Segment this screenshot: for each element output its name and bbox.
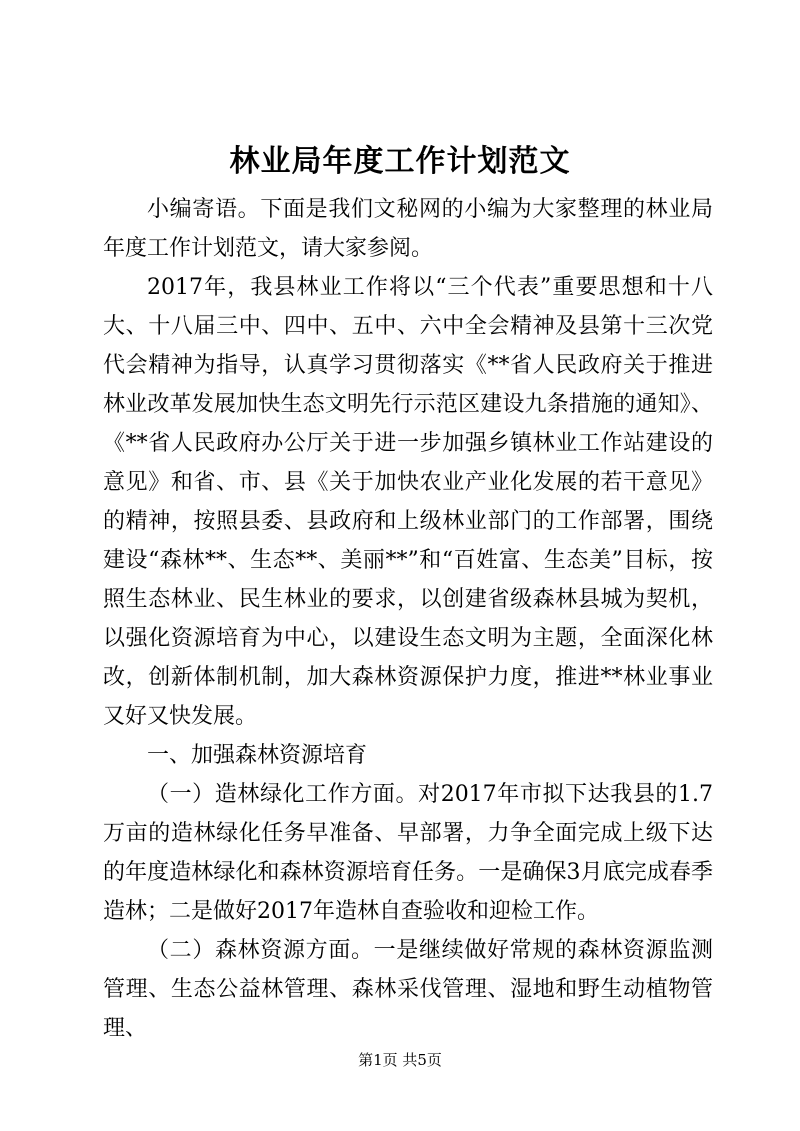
page-footer: 第1页 共5页 [358, 1051, 442, 1069]
section-heading: 一、加强森林资源培育 [147, 743, 368, 768]
paragraph-main: 2017年，我县林业工作将以“三个代表”重要思想和十八大、十八届三中、四中、五中、六中全会精神及县第十三次党代会精神为指导，认真学习贯彻落实《**省人民政府关于推进林业改革发展加快生态文明先行示范区建设九条措施的通知》、《**省人民政府办公厅关于进一步加强乡镇林业工作站建设的意见》和省、市、县《关于加快农业产业化发展的若干意见》的精神，按照县委、县政府和上级林业部门的工作部署，围绕建设“森林**、生态**、美丽**”和“百姓富、生态美”目标，按照生态林业、民生林业的要求，以创建省级森林县城为契机，以强化资源培育为中心，以建设生态文明为主题，全面深化林改，创新体制机制，加大森林资源保护力度，推进**林业事业又好又快发展。 [103, 275, 713, 729]
paragraph-forest-resources: （二）森林资源方面。一是继续做好常规的森林资源监测管理、生态公益林管理、森林采伐管理、湿地和野生动植物管理、 [103, 938, 713, 1041]
paragraph-afforestation: （一）造林绿化工作方面。对2017年市拟下达我县的1.7万亩的造林绿化任务早准备、早部署，力争全面完成上级下达的年度造林绿化和森林资源培育任务。一是确保3月底完成春季造林；二是做好2017年造林自查验收和迎检工作。 [103, 782, 713, 924]
paragraph-intro: 小编寄语。下面是我们文秘网的小编为大家整理的林业局年度工作计划范文，请大家参阅。 [103, 197, 713, 261]
document-body [103, 190, 713, 1048]
document-title: 林业局年度工作计划范文 [229, 144, 571, 179]
